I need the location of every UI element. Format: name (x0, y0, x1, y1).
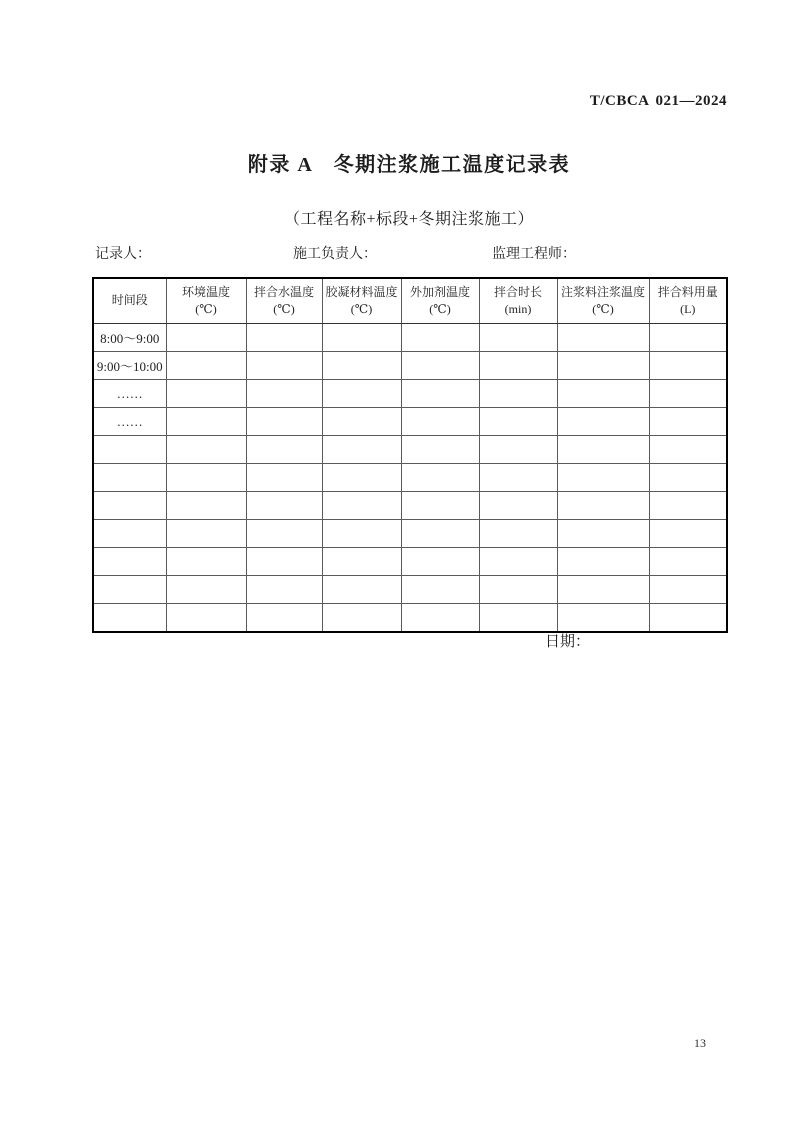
table-row (93, 408, 727, 436)
data-cell (322, 492, 401, 520)
data-cell (649, 324, 727, 352)
data-cell (246, 576, 322, 604)
table-row (93, 436, 727, 464)
data-cell (246, 548, 322, 576)
data-cell (401, 436, 479, 464)
data-cell (557, 464, 649, 492)
column-header-0: 时间段 (93, 278, 166, 324)
temperature-record-table (92, 277, 728, 633)
data-cell (401, 324, 479, 352)
data-cell (649, 520, 727, 548)
data-cell (649, 436, 727, 464)
time-period-cell (93, 604, 166, 633)
data-cell (166, 380, 246, 408)
time-period-cell: …… (93, 408, 166, 436)
data-cell (649, 548, 727, 576)
data-cell (322, 548, 401, 576)
data-cell (322, 576, 401, 604)
table-header (93, 278, 727, 324)
data-cell (401, 520, 479, 548)
column-header-7: 拌合料用量 (L) (649, 278, 727, 324)
data-cell (246, 408, 322, 436)
standard-code (590, 93, 727, 110)
data-cell (401, 380, 479, 408)
data-cell (322, 604, 401, 633)
table-row (93, 492, 727, 520)
column-header-6: 注浆料注浆温度 (℃) (557, 278, 649, 324)
data-cell (322, 324, 401, 352)
table-header-row (93, 278, 727, 324)
date-label: 日期： (545, 634, 591, 650)
data-cell (246, 464, 322, 492)
data-cell (557, 548, 649, 576)
data-cell (479, 464, 557, 492)
table-row (93, 548, 727, 576)
data-cell (557, 408, 649, 436)
data-cell (401, 576, 479, 604)
data-cell (479, 492, 557, 520)
data-cell (246, 352, 322, 380)
time-period-cell (93, 576, 166, 604)
data-cell (166, 492, 246, 520)
data-cell (246, 436, 322, 464)
data-cell (479, 324, 557, 352)
data-cell (166, 324, 246, 352)
table-row (93, 324, 727, 352)
data-cell (557, 604, 649, 633)
time-period-cell (93, 436, 166, 464)
standard-code-org: T/CBCA (589, 93, 650, 109)
time-period-cell: 9:00～10:00 (93, 352, 166, 380)
data-cell (479, 604, 557, 633)
data-cell (401, 464, 479, 492)
data-cell (246, 380, 322, 408)
table-row (93, 520, 727, 548)
table-row (93, 604, 727, 633)
data-cell (557, 352, 649, 380)
time-period-cell (93, 520, 166, 548)
column-header-1: 环境温度 (℃) (166, 278, 246, 324)
data-cell (246, 604, 322, 633)
time-period-cell (93, 492, 166, 520)
data-cell (246, 520, 322, 548)
data-cell (322, 464, 401, 492)
data-cell (649, 408, 727, 436)
construction-manager-label: 施工负责人： (293, 247, 377, 262)
data-cell (479, 520, 557, 548)
data-cell (557, 436, 649, 464)
column-header-5: 拌合时长 (min) (479, 278, 557, 324)
data-cell (166, 436, 246, 464)
data-cell (401, 408, 479, 436)
page-subtitle: （工程名称+标段+冬期注浆施工） (283, 211, 535, 228)
data-cell (649, 352, 727, 380)
signature-row (0, 243, 800, 263)
time-period-cell: …… (93, 380, 166, 408)
data-cell (479, 548, 557, 576)
data-cell (649, 464, 727, 492)
table-row (93, 576, 727, 604)
data-cell (246, 492, 322, 520)
data-cell (557, 324, 649, 352)
data-cell (166, 604, 246, 633)
data-cell (322, 408, 401, 436)
data-cell (166, 408, 246, 436)
data-cell (401, 352, 479, 380)
data-cell (166, 576, 246, 604)
data-cell (401, 604, 479, 633)
data-cell (649, 492, 727, 520)
table-row (93, 464, 727, 492)
data-cell (166, 464, 246, 492)
data-cell (322, 352, 401, 380)
table-row (93, 380, 727, 408)
recorder-label: 记录人： (95, 247, 151, 262)
column-header-2: 拌合水温度 (℃) (246, 278, 322, 324)
data-cell (557, 576, 649, 604)
time-period-cell (93, 464, 166, 492)
time-period-cell (93, 548, 166, 576)
page-title: 附录 A 冬期注浆施工温度记录表 (247, 154, 571, 176)
supervising-engineer-label: 监理工程师： (492, 247, 576, 262)
time-period-cell: 8:00～9:00 (93, 324, 166, 352)
data-cell (557, 520, 649, 548)
data-cell (479, 352, 557, 380)
page-number: 13 (694, 1036, 706, 1050)
data-cell (246, 324, 322, 352)
data-cell (649, 604, 727, 633)
data-cell (322, 520, 401, 548)
data-cell (322, 436, 401, 464)
table-body (93, 324, 727, 633)
data-cell (479, 576, 557, 604)
table-row (93, 352, 727, 380)
data-cell (401, 492, 479, 520)
data-cell (166, 520, 246, 548)
data-cell (166, 352, 246, 380)
data-cell (649, 576, 727, 604)
standard-code-number: 021—2024 (655, 93, 727, 109)
column-header-3: 胶凝材料温度 (℃) (322, 278, 401, 324)
column-header-4: 外加剂温度 (℃) (401, 278, 479, 324)
data-cell (401, 548, 479, 576)
data-cell (649, 380, 727, 408)
data-cell (166, 548, 246, 576)
data-cell (479, 436, 557, 464)
data-cell (479, 380, 557, 408)
data-cell (557, 492, 649, 520)
data-cell (322, 380, 401, 408)
data-cell (479, 408, 557, 436)
data-cell (557, 380, 649, 408)
